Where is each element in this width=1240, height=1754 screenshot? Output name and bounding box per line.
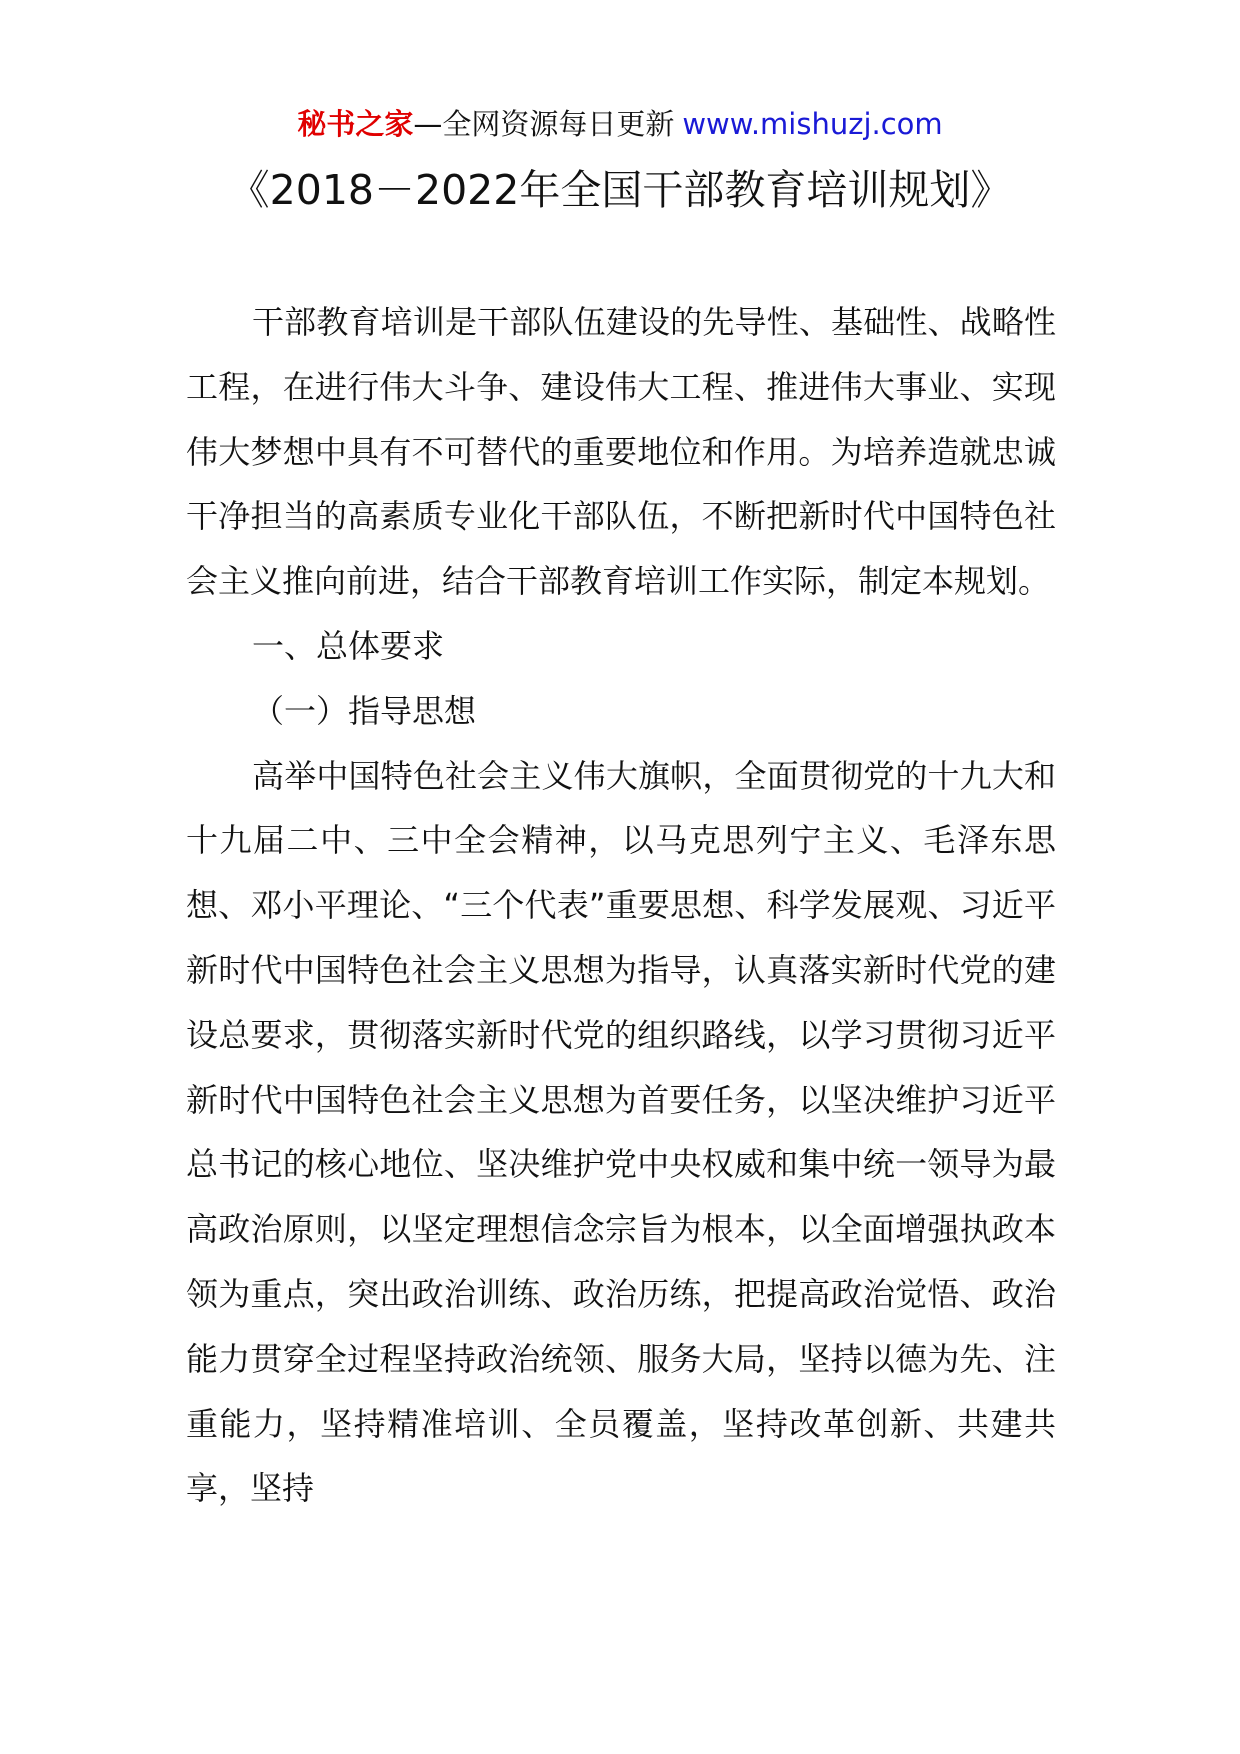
section-heading: 一、总体要求 [252, 626, 445, 665]
document-body [186, 290, 1056, 1521]
watermark-header [0, 104, 1240, 144]
subsection-heading: （一）指导思想 [252, 691, 477, 730]
document-title: 《2018－2022年全国干部教育培训规划》 [228, 166, 1012, 214]
watermark-brand: 秘书之家 [297, 107, 414, 141]
intro-paragraph: 干部教育培训是干部队伍建设的先导性、基础性、战略性工程，在进行伟大斗争、建设伟大工程、推进伟大事业、实现伟大梦想中具有不可替代的重要地位和作用。为培养造就忠诚干净担当的高素质专业化干部队伍，不断把新时代中国特色社会主义推向前进，结合干部教育培训工作实际，制定本规划。 [186, 303, 1056, 601]
watermark-url-link[interactable]: www.mishuzj.com [682, 107, 943, 141]
watermark-tagline: —全网资源每日更新 [413, 107, 675, 141]
guiding-thought-paragraph: 高举中国特色社会主义伟大旗帜，全面贯彻党的十九大和十九届二中、三中全会精神，以马克思列宁主义、毛泽东思想、邓小平理论、“三个代表”重要思想、科学发展观、习近平新时代中国特色社会主义思想为指导，认真落实新时代党的建设总要求，贯彻落实新时代党的组织路线，以学习贯彻习近平新时代中国特色社会主义思想为首要任务，以坚决维护习近平总书记的核心地位、坚决维护党中央权威和集中统一领导为最高政治原则，以坚定理想信念宗旨为根本，以全面增强执政本领为重点，突出政治训练、政治历练，把提高政治觉悟、政治能力贯穿全过程坚持政治统领、服务大局，坚持以德为先、注重能力，坚持精准培训、全员覆盖，坚持改革创新、共建共享，坚持 [186, 756, 1056, 1508]
